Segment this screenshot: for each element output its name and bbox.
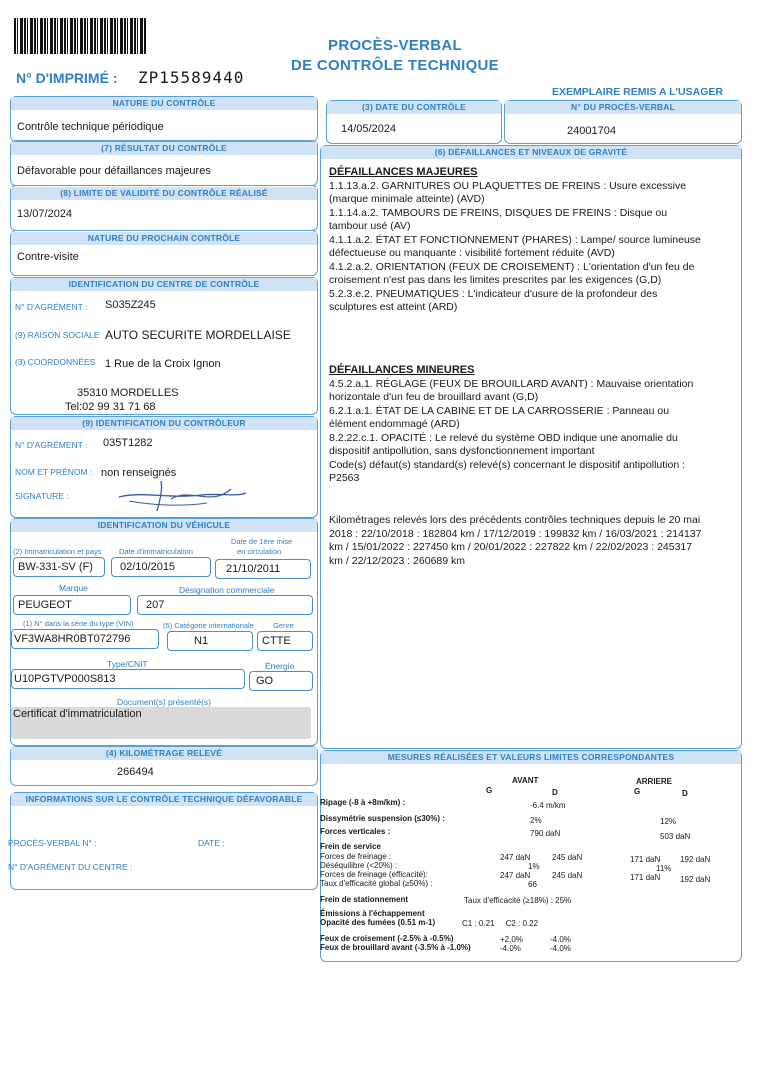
raison-label: (9) RAISON SOCIALE [15, 330, 100, 340]
deseq-avant: 1% [528, 862, 540, 871]
date-controle-box [326, 100, 502, 144]
prochain-box [10, 230, 318, 276]
mineures-title: DÉFAILLANCES MINEURES [329, 364, 475, 376]
croisement-g: +2.0% [500, 935, 523, 944]
croisement-label: Feux de croisement (-2.5% à -0.5%) [320, 934, 454, 943]
resultat-header: (7) RÉSULTAT DU CONTRÔLE [11, 142, 317, 155]
controleur-agrement-value: 035T1282 [103, 437, 153, 449]
categorie-label: (5) Catégorie internationale [163, 621, 254, 630]
categorie-value: N1 [167, 631, 253, 651]
resultat-value: Défavorable pour défaillances majeures [17, 165, 211, 177]
signature-label: SIGNATURE : [15, 491, 69, 501]
date-controle-header: (3) DATE DU CONTRÔLE [327, 101, 501, 114]
ripage-label: Ripage (-8 à +8m/km) : [320, 798, 406, 807]
date-immat-value: 02/10/2015 [111, 557, 211, 577]
immat-label: (2) Immatriculation et pays [13, 547, 102, 556]
deseq-arriere: 11% [656, 864, 672, 873]
majeure-item: 4.1.1.a.2. ÉTAT ET FONCTIONNEMENT (PHARES) : Lampe/ source lumineuse défectueuse ou manquante : visibilité fortement réduite (AVD) [329, 233, 701, 259]
limite-value: 13/07/2024 [17, 208, 73, 220]
forces-verticales-label: Forces verticales : [320, 827, 391, 836]
nature-header: NATURE DU CONTRÔLE [11, 97, 317, 110]
pv-number-box [504, 100, 742, 144]
opacite-value: C1 : 0.21 C2 : 0.22 [462, 919, 539, 928]
defavorable-date-label: DATE : [198, 838, 225, 848]
freinage-ar-d: 192 daN [680, 855, 711, 864]
signature-image [111, 477, 251, 513]
raison-value: AUTO SECURITE MORDELLAISE [105, 328, 291, 342]
address-line-2: 35310 MORDELLES [77, 387, 179, 399]
freinage-av-g: 247 daN [500, 853, 531, 862]
avant-g-label: G [486, 786, 493, 795]
majeure-item: 1.1.13.a.2. GARNITURES OU PLAQUETTES DE FREINS : Usure excessive (marque minimale atteinte) (AVD) [329, 179, 687, 205]
emissions-label: Émissions à l'échappement [320, 909, 425, 918]
pv-number-value: 24001704 [567, 125, 616, 137]
genre-value: CTTE [257, 631, 313, 651]
arriere-d-label: D [682, 789, 688, 798]
coord-label: (3) COORDONNÉES [15, 357, 96, 367]
eff-ar-d: 192 daN [680, 875, 711, 884]
forces-verticales-arriere: 503 daN [660, 832, 691, 841]
centre-agrement-label: N° D'AGRÉMENT : [15, 302, 88, 312]
deseq-label: Déséquilibre (<20%) : [320, 861, 398, 870]
nature-box [10, 96, 318, 142]
centre-tel: Tel:02 99 31 71 68 [65, 401, 156, 413]
dissym-arriere: 12% [660, 817, 677, 826]
mineure-item: 8.2.22.c.1. OPACITÉ : Le relevé du système OBD indique une anomalie du dispositif antipollution, sans dysfonctionnement important [329, 431, 678, 457]
controleur-box [10, 416, 318, 518]
genre-label: Genre [273, 621, 294, 630]
resultat-box [10, 140, 318, 186]
energie-value: GO [249, 671, 313, 691]
stationnement-label: Frein de stationnement [320, 895, 409, 904]
defaillances-box [320, 145, 742, 749]
mineure-item: Code(s) défaut(s) standard(s) relevé(s) concernant le dispositif antipollution : P2563 [329, 458, 686, 484]
vehicule-box [10, 518, 318, 746]
arriere-g-label: G [634, 787, 641, 796]
mesures-header: MESURES RÉALISÉES ET VALEURS LIMITES CORRESPONDANTES [321, 751, 741, 764]
ripage-value: -6.4 m/km [530, 801, 566, 810]
limite-header: (8) LIMITE DE VALIDITÉ DU CONTRÔLE RÉALISÉ [11, 187, 317, 200]
exemplaire-label: EXEMPLAIRE REMIS A L'USAGER [552, 86, 723, 98]
stationnement-value: Taux d'efficacité (≥18%) : 25% [464, 896, 572, 905]
centre-agrement-value: S035Z245 [105, 299, 156, 311]
defavorable-pv-label: PROCÈS-VERBAL N° : [8, 838, 97, 848]
freinage-eff-label: Forces de freinage (efficacité): [320, 870, 428, 879]
mise-value: 21/10/2011 [215, 559, 311, 579]
defaillances-header: (6) DÉFAILLANCES ET NIVEAUX DE GRAVITÉ [321, 146, 741, 159]
eff-ar-g: 171 daN [630, 873, 661, 882]
imprime-label: N° D'IMPRIMÉ : [16, 70, 118, 86]
brouillard-label: Feux de brouillard avant (-3.5% à -1.0%) [320, 943, 471, 952]
majeure-item: 4.1.2.a.2. ORIENTATION (FEUX DE CROISEMENT) : L'orientation d'un feu de croisement n'est pas dans les limites prescrites par les exigences (G,D) [329, 260, 695, 286]
majeures-title: DÉFAILLANCES MAJEURES [329, 166, 478, 178]
mise-label-2: en circulation [237, 547, 282, 556]
defavorable-header: INFORMATIONS SUR LE CONTRÔLE TECHNIQUE DÉFAVORABLE [11, 793, 317, 806]
kilometrage-box [10, 746, 318, 786]
vin-label: (1) N° dans la série du type (VIN) [23, 619, 134, 628]
opacite-label: Opacité des fumées (0.51 m-1) [320, 918, 436, 927]
type-label: Type/CNIT [107, 659, 148, 669]
date-immat-label: Date d'immatriculation [119, 547, 193, 556]
mise-label-1: Date de 1ère mise [231, 537, 293, 546]
nom-value: non renseignés [101, 467, 177, 479]
majeure-item: 5.2.3.e.2. PNEUMATIQUES : L'indicateur d'usure de la profondeur des sculptures est atteint (ARD) [329, 287, 658, 313]
documents-label: Document(s) présenté(s) [117, 697, 212, 707]
freinage-ar-g: 171 daN [630, 855, 661, 864]
mineure-item: 4.5.2.a.1. RÉGLAGE (FEUX DE BROUILLARD AVANT) : Mauvaise orientation horizontale d'un feu de brouillard avant (G,D) [329, 377, 694, 403]
documents-value: Certificat d'immatriculation [13, 708, 142, 720]
nom-label: NOM ET PRÉNOM : [15, 467, 93, 477]
eff-av-d: 245 daN [552, 871, 583, 880]
title-line-2: DE CONTRÔLE TECHNIQUE [291, 57, 499, 74]
centre-box [10, 277, 318, 415]
nature-value: Contrôle technique périodique [17, 121, 164, 133]
defavorable-agrement-label: N° D'AGRÉMENT DU CENTRE : [8, 862, 133, 872]
kilometrages-historique: Kilométrages relevés lors des précédents contrôles techniques depuis le 20 mai 2018 : 22/10/2018 : 182804 km / 17/12/2019 : 199832 km / 16/03/2021 : 214137 km / 15/01/2022 : 227450 km / 20/01/2022 : 227822 km / 22/02/2023 : 245317 km / 22/12/2023 : 260689 km [329, 514, 702, 567]
defaillances-majeures [329, 166, 701, 315]
barcode [14, 18, 146, 54]
taux-label: Taux d'efficacité global (≥50%) : [320, 879, 433, 888]
kilometrage-value: 266494 [117, 766, 154, 778]
freinage-label: Forces de freinage : [320, 852, 392, 861]
defaillances-mineures [329, 364, 701, 486]
designation-value: 207 [137, 595, 313, 615]
immat-value: BW-331-SV (F) [13, 557, 105, 577]
prochain-value: Contre-visite [17, 251, 79, 263]
documents-field [11, 707, 311, 739]
limite-box [10, 185, 318, 231]
document-title [260, 36, 530, 76]
forces-verticales-avant: 790 daN [530, 829, 561, 838]
prochain-header: NATURE DU PROCHAIN CONTRÔLE [11, 232, 317, 245]
date-controle-value: 14/05/2024 [341, 123, 397, 135]
brouillard-d: -4.0% [550, 944, 571, 953]
eff-av-g: 247 daN [500, 871, 531, 880]
designation-label: Désignation commerciale [179, 585, 275, 595]
imprime-number: ZP15589440 [138, 68, 245, 87]
title-line-1: PROCÈS-VERBAL [328, 37, 462, 54]
vehicule-header: IDENTIFICATION DU VÉHICULE [11, 519, 317, 532]
freinage-av-d: 245 daN [552, 853, 583, 862]
arriere-label: ARRIERE [636, 777, 673, 786]
address-line-1: 1 Rue de la Croix Ignon [105, 358, 221, 370]
type-value: U10PGTVP000S813 [11, 669, 245, 689]
frein-service-label: Frein de service [320, 842, 381, 851]
dissym-avant: 2% [530, 816, 542, 825]
pv-number-header: N° DU PROCÈS-VERBAL [505, 101, 741, 114]
controleur-header: (9) IDENTIFICATION DU CONTRÔLEUR [11, 417, 317, 430]
mineure-item: 6.2.1.a.1. ÉTAT DE LA CABINE ET DE LA CARROSSERIE : Panneau ou élément endommagé (ARD) [329, 404, 670, 430]
controleur-agrement-label: N° D'AGRÉMENT : [15, 440, 88, 450]
centre-header: IDENTIFICATION DU CENTRE DE CONTRÔLE [11, 278, 317, 291]
brouillard-g: -4.0% [500, 944, 521, 953]
marque-label: Marque [59, 583, 88, 593]
croisement-d: -4.0% [550, 935, 571, 944]
avant-d-label: D [552, 788, 558, 797]
vin-value: VF3WA8HR0BT072796 [11, 629, 159, 649]
marque-value: PEUGEOT [13, 595, 131, 615]
energie-label: Énergie [265, 661, 295, 671]
kilometrage-header: (4) KILOMÉTRAGE RELEVÉ [11, 747, 317, 760]
majeure-item: 1.1.14.a.2. TAMBOURS DE FREINS, DISQUES DE FREINS : Disque ou tambour usé (AV) [329, 206, 668, 232]
avant-label: AVANT [512, 776, 539, 785]
taux-value: 66 [528, 880, 537, 889]
dissym-label: Dissymétrie suspension (≤30%) : [320, 814, 445, 823]
